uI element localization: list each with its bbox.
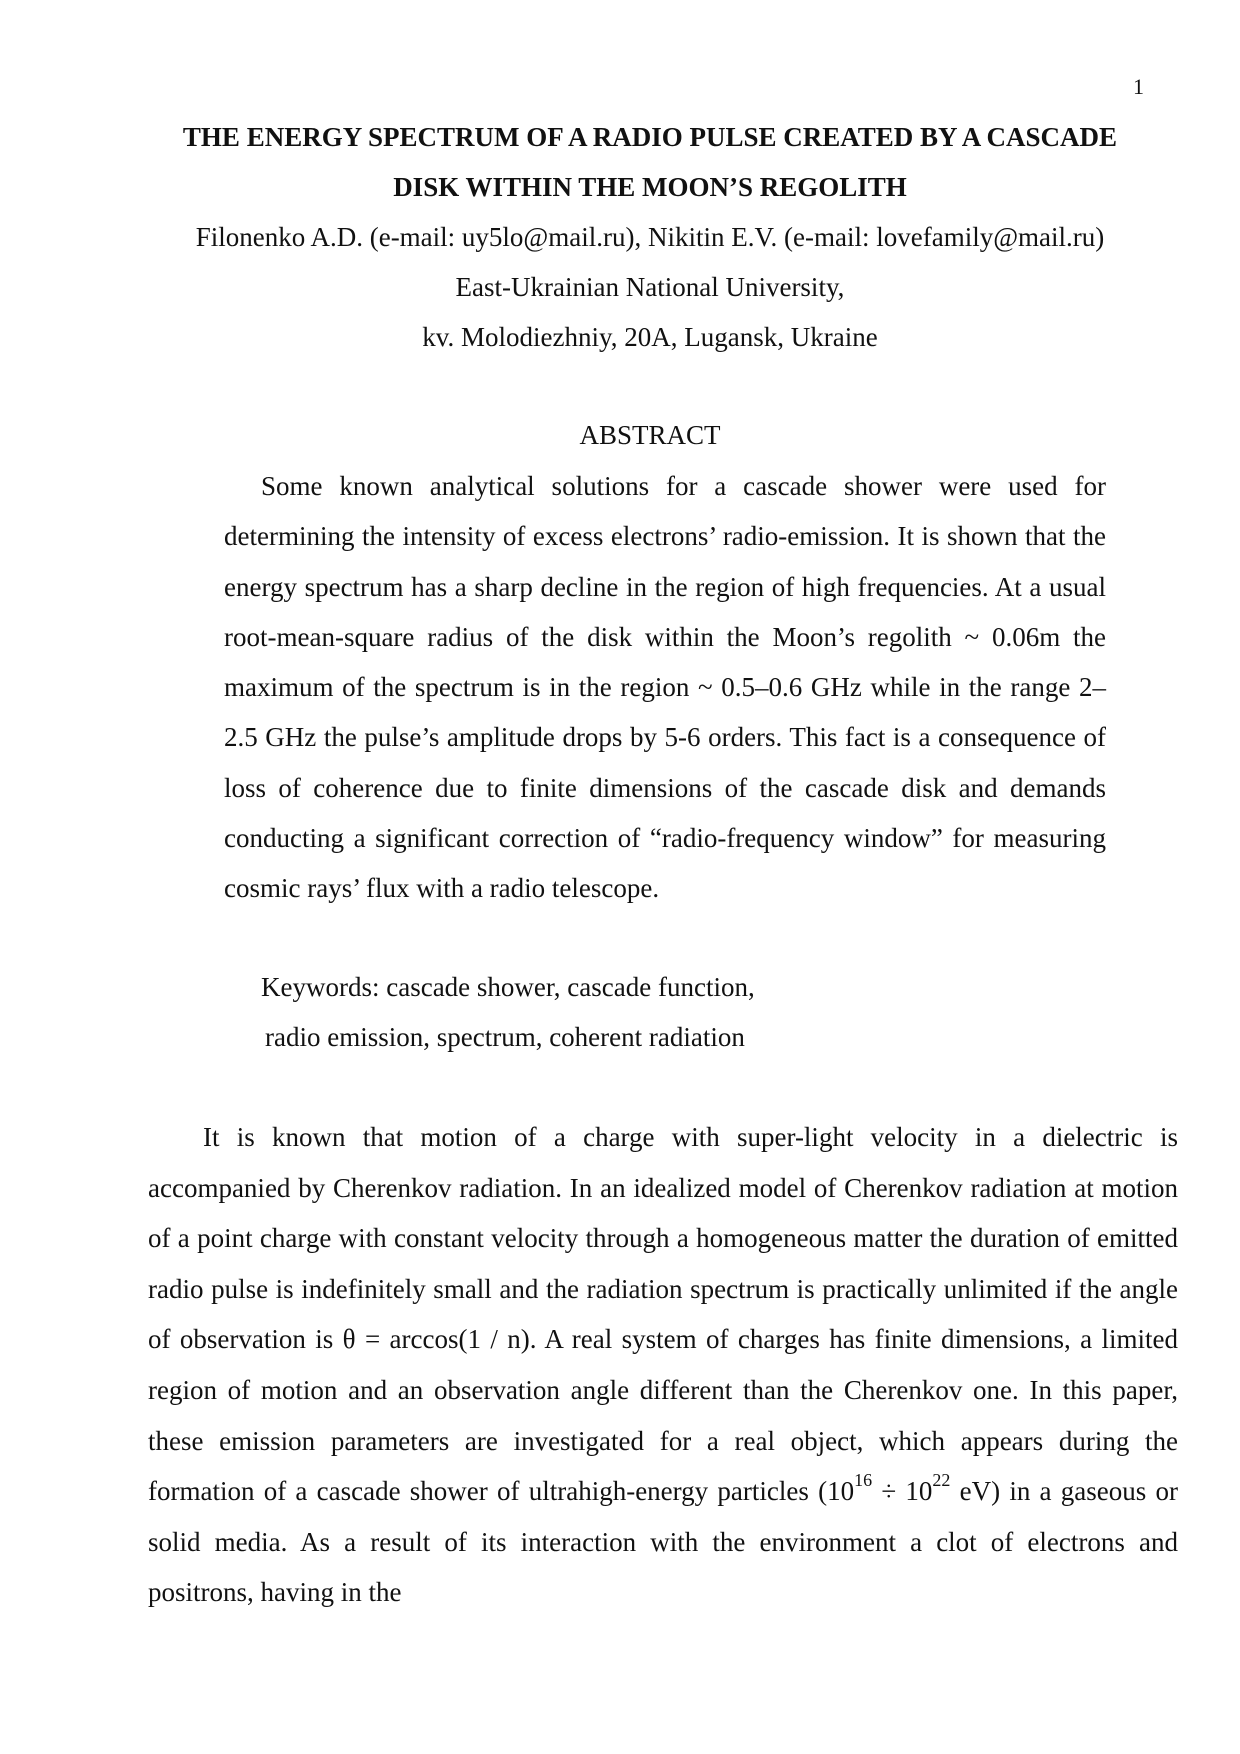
title-line-2: DISK WITHIN THE MOON’S REGOLITH xyxy=(393,172,907,202)
body-paragraph xyxy=(148,1112,1178,1618)
energy-mid: ÷ 10 xyxy=(872,1476,933,1507)
energy-exponent-1: 16 xyxy=(854,1470,873,1491)
paper-title xyxy=(120,112,1180,212)
abstract-heading: ABSTRACT xyxy=(579,420,721,450)
energy-open: (10 xyxy=(818,1476,855,1507)
body-text-part-2: . A real system of charges has finite dimensions, a limited region of motion and an observation angle different than the Cherenkov one. In this paper, these emission parameters are investigated for a real object, which appears during the formation of a cascade shower of ultrahigh-energy particles xyxy=(148,1324,1178,1507)
abstract-body: Some known analytical solutions for a cascade shower were used for determining the intensity of excess electrons’ radio-emission. It is shown that the energy spectrum has a sharp decline in the region of high frequencies. At a usual root-mean-square radius of the disk within the Moon’s regolith ~ 0.06m the maximum of the spectrum is in the region ~ 0.5–0.6 GHz while in the range 2–2.5 GHz the pulse’s amplitude drops by 5-6 orders. This fact is a consequence of loss of coherence due to finite dimensions of the cascade disk and demands conducting a significant correction of “radio-frequency window” for measuring cosmic rays’ flux with a radio telescope. xyxy=(224,471,1106,904)
affiliation-line-2: kv. Molodiezhniy, 20A, Lugansk, Ukraine xyxy=(422,322,878,352)
title-line-1: THE ENERGY SPECTRUM OF A RADIO PULSE CREATED BY A CASCADE xyxy=(182,122,1118,152)
keywords-line-1: Keywords: cascade shower, cascade function, xyxy=(261,972,755,1002)
keywords-line-2: radio emission, spectrum, coherent radiation xyxy=(265,1022,745,1052)
body-text-part-3: in a gaseous or solid media. As a result of its interaction with the environment a clot of electrons and positrons, having in the xyxy=(148,1476,1178,1608)
energy-exponent-2: 22 xyxy=(932,1470,951,1491)
page-number: 1 xyxy=(1133,74,1144,99)
authors: Filonenko A.D. (e-mail: uy5lo@mail.ru), Nikitin E.V. (e-mail: lovefamily@mail.ru) xyxy=(195,222,1105,252)
affiliation-line-1: East-Ukrainian National University, xyxy=(455,272,845,302)
body-text-part-1: It is known that motion of a charge with super-light velocity in a dielectric is accompanied by Cherenkov radiation. In an idealized model of Cherenkov radiation at motion of a point charge with constant velocity through a homogeneous matter the duration of emitted radio pulse is indefinitely small and the radiation spectrum is practically unlimited if the angle of observation is xyxy=(148,1122,1178,1355)
energy-close: eV) xyxy=(950,1476,1001,1507)
formula-energy-range xyxy=(818,1470,1001,1507)
formula-cherenkov-angle: θ = arccos(1 / n) xyxy=(342,1324,530,1355)
